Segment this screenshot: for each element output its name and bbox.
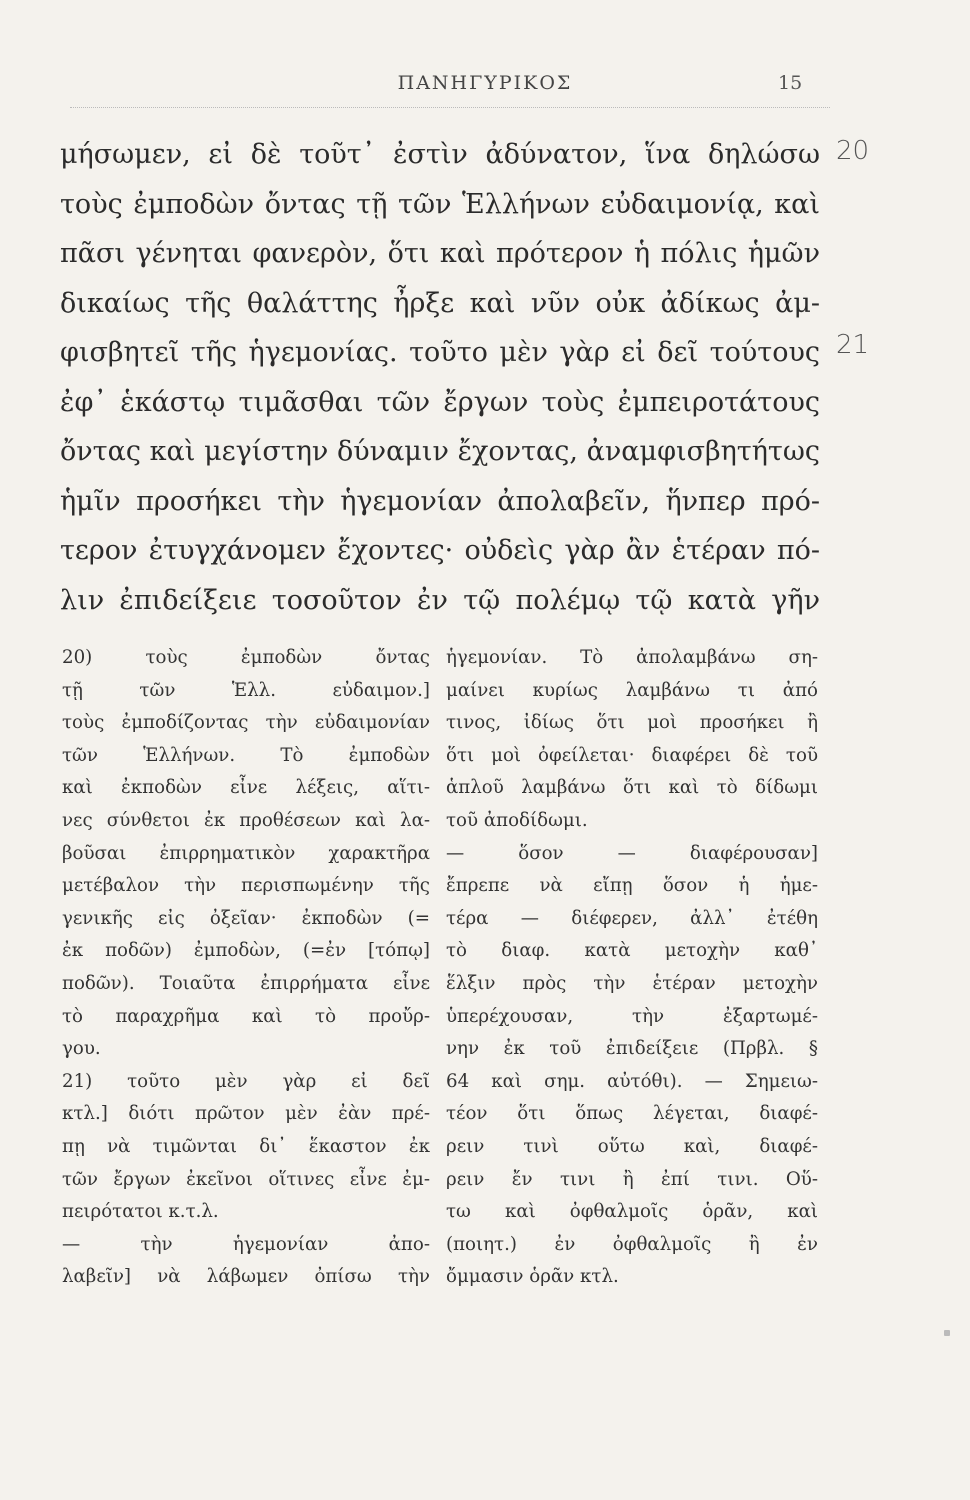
main-text-line: ἐφ᾽ ἑκάστῳ τιμᾶσθαι τῶν ἔργων τοὺς ἐμπειροτάτους — [60, 386, 820, 418]
note-line: νες σύνθετοι ἐκ προθέσεων καὶ λα- — [62, 809, 430, 831]
note-line: τω καὶ ὀφθαλμοῖς ὁρᾶν, καὶ — [446, 1201, 818, 1223]
note-line: τέον ὅτι ὅπως λέγεται, διαφέ- — [446, 1103, 818, 1125]
note-line: τινος, ἰδίως ὅτι μοὶ προσήκει ἢ — [446, 712, 818, 734]
note-line: μαίνει κυρίως λαμβάνω τι ἀπό — [446, 679, 818, 701]
note-line: πῃ νὰ τιμῶνται δι᾽ ἕκαστον ἐκ — [62, 1135, 430, 1157]
main-text-line: φισβητεῖ τῆς ἡγεμονίας. τοῦτο μὲν γὰρ εἰ δεῖ τούτους — [60, 337, 820, 368]
note-line: — τὴν ἡγεμονίαν ἀπο- — [62, 1233, 430, 1255]
header-rule — [70, 107, 830, 108]
note-line: τέρα — διέφερεν, ἀλλ᾽ ἐτέθη — [446, 907, 818, 929]
note-line: 64 καὶ σημ. αὐτόθι). — Σημειω- — [446, 1070, 818, 1092]
note-line: κτλ.] διότι πρῶτον μὲν ἐὰν πρέ- — [62, 1103, 430, 1125]
page-number: 15 — [778, 72, 803, 94]
note-line: τῇ τῶν Ἑλλ. εὐδαιμον.] — [62, 679, 430, 701]
print-speck — [944, 1330, 950, 1336]
note-line: γενικῆς εἰς ὀξεῖαν· ἐκποδὼν (= — [62, 907, 430, 929]
note-line: ὑπερέχουσαν, τὴν ἐξαρτωμέ- — [446, 1005, 818, 1027]
main-text-line: δικαίως τῆς θαλάττης ἦρξε καὶ νῦν οὐκ ἀδίκως ἀμ- — [60, 287, 820, 319]
running-header: ΠΑΝΗΓΥΡΙΚΟΣ — [397, 72, 573, 94]
main-text-line: ὄντας καὶ μεγίστην δύναμιν ἔχοντας, ἀναμφισβητήτως — [60, 436, 820, 467]
note-line: ὅτι μοὶ ὀφείλεται· διαφέρει δὲ τοῦ — [446, 744, 818, 766]
margin-section-number: 21 — [836, 330, 870, 360]
note-line: τῶν Ἑλλήνων. Τὸ ἐμποδὼν — [62, 744, 430, 766]
main-text-line: μήσωμεν, εἰ δὲ τοῦτ᾽ ἐστὶν ἀδύνατον, ἵνα δηλώσω — [60, 139, 820, 170]
note-line: ἔπρεπε νὰ εἴπῃ ὅσον ἡ ἡμε- — [446, 875, 818, 897]
note-line: τὸ παραχρῆμα καὶ τὸ προὔρ- — [62, 1005, 430, 1027]
note-line: ἕλξιν πρὸς τὴν ἑτέραν μετοχὴν — [446, 972, 818, 994]
note-line: τὸ διαφ. κατὰ μετοχὴν καθ᾽ — [446, 940, 818, 962]
main-text-line: τοὺς ἐμποδὼν ὄντας τῇ τῶν Ἑλλήνων εὐδαιμονίᾳ, καὶ — [60, 188, 820, 220]
note-line: ἡγεμονίαν. Τὸ ἀπολαμβάνω ση- — [446, 647, 818, 668]
note-line: ἁπλοῦ λαμβάνω ὅτι καὶ τὸ δίδωμι — [446, 777, 818, 799]
note-line: λαβεῖν] νὰ λάβωμεν ὀπίσω τὴν — [62, 1266, 430, 1288]
note-line: τοῦ ἀποδίδωμι. — [446, 809, 588, 831]
note-line: νην ἐκ τοῦ ἐπιδείξειε (Πρβλ. § — [446, 1038, 818, 1060]
note-line: τοὺς ἐμποδίζοντας τὴν εὐδαιμονίαν — [62, 712, 430, 734]
margin-section-number: 20 — [836, 136, 870, 166]
note-line: 20) τοὺς ἐμποδὼν ὄντας — [62, 647, 430, 668]
main-text-line: τερον ἐτυγχάνομεν ἔχοντες· οὐδεὶς γὰρ ἂν ἑτέραν πό- — [60, 535, 820, 566]
note-line: — ὅσον — διαφέρουσαν] — [446, 842, 818, 864]
note-line: μετέβαλον τὴν περισπωμένην τῆς — [62, 875, 430, 897]
note-line: καὶ ἐκποδὼν εἶνε λέξεις, αἵτι- — [62, 777, 430, 799]
notes-right-column — [446, 642, 818, 1294]
main-text-line: ἡμῖν προσήκει τὴν ἡγεμονίαν ἀπολαβεῖν, ἥνπερ πρό- — [60, 485, 820, 517]
main-text-line: πᾶσι γένηται φανερὸν, ὅτι καὶ πρότερον ἡ πόλις ἡμῶν — [60, 238, 820, 269]
main-text-line: λιν ἐπιδείξειε τοσοῦτον ἐν τῷ πολέμῳ τῷ κατὰ γῆν — [60, 584, 820, 616]
note-line: ἐκ ποδῶν) ἐμποδὼν, (=ἐν [τόπῳ] — [62, 940, 430, 962]
note-line: (ποιητ.) ἐν ὀφθαλμοῖς ἢ ἐν — [446, 1233, 818, 1255]
note-line: πειρότατοι κ.τ.λ. — [62, 1201, 219, 1223]
notes-left-column — [62, 642, 430, 1294]
note-line: 21) τοῦτο μὲν γὰρ εἰ δεῖ — [62, 1070, 430, 1092]
note-line: τῶν ἔργων ἐκεῖνοι οἵτινες εἶνε ἐμ- — [62, 1168, 430, 1190]
note-line: ρειν ἔν τινι ἢ ἐπί τινι. Οὕ- — [446, 1168, 818, 1190]
note-line: γου. — [62, 1038, 101, 1060]
main-text-block — [60, 130, 820, 625]
note-line: ρειν τινὶ οὕτω καὶ, διαφέ- — [446, 1135, 818, 1157]
note-line: ὄμμασιν ὁρᾶν κτλ. — [446, 1266, 619, 1288]
note-line: βοῦσαι ἐπιρρηματικὸν χαρακτῆρα — [62, 842, 430, 864]
note-line: ποδῶν). Τοιαῦτα ἐπιρρήματα εἶνε — [62, 972, 430, 994]
